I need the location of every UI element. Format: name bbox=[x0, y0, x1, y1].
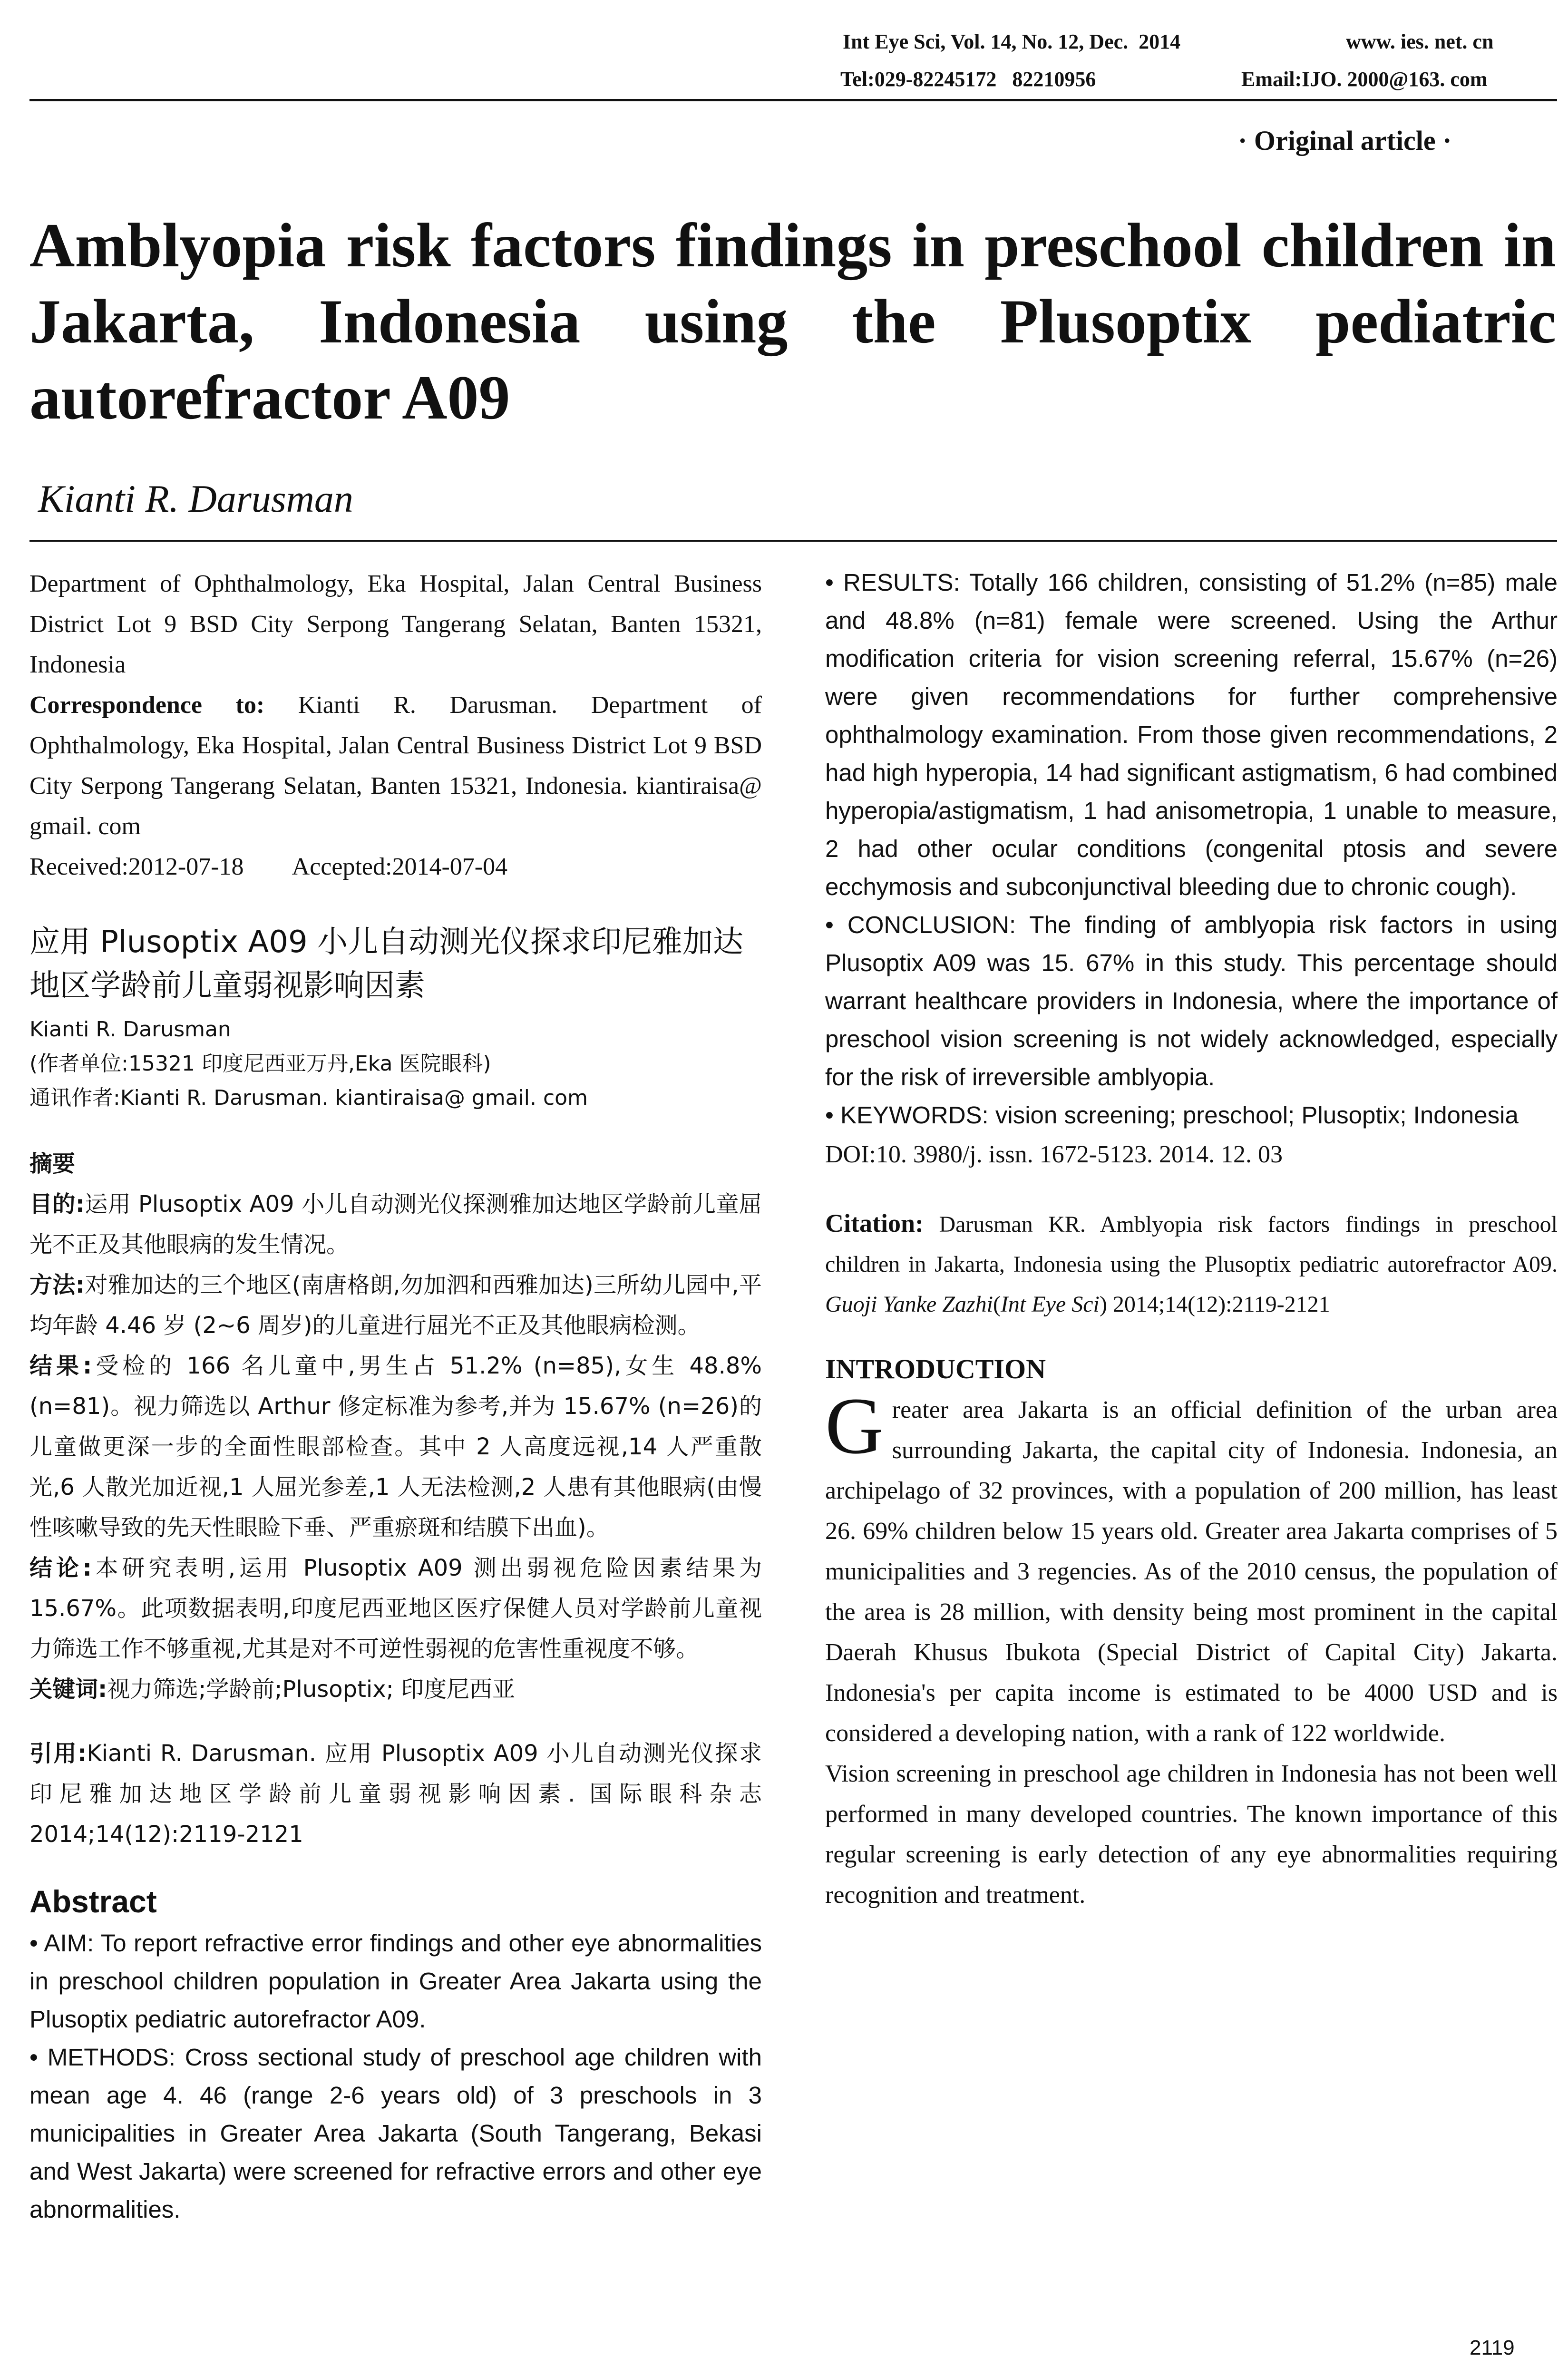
abstract-heading: Abstract bbox=[29, 1884, 157, 1919]
page-number: 2119 bbox=[1470, 2336, 1515, 2359]
cn-citation-label: 引用: bbox=[29, 1740, 87, 1767]
citation bbox=[825, 1203, 1558, 1325]
cn-correspondence: 通讯作者:Kianti R. Darusman. kiantiraisa@ gmail. com bbox=[29, 1086, 588, 1110]
journal-line: Int Eye Sci, Vol. 14, No. 12, Dec. 2014 bbox=[843, 30, 1181, 53]
left-column bbox=[29, 564, 762, 2229]
abstract-aim: • AIM: To report refractive error findings and other eye abnormalities in preschool children population in Greater Area Jakarta using the Plusoptix pediatric autorefractor A09. bbox=[29, 1929, 762, 2033]
citation-paren: ( bbox=[993, 1292, 1001, 1317]
abstract-conclusion: • CONCLUSION: The finding of amblyopia risk factors in using Plusoptix A09 was 15. 67% in this study. This percentage should warrant healthcare providers in Indonesia, where the importance of preschool vision screening is not widely acknowledged, especially for the risk of irreversible amblyopia. bbox=[825, 911, 1558, 1091]
correspondence-text: Kianti R. Darusman. Department of Ophthalmology, Eka Hospital, Jalan Central Business District Lot 9 BSD City Serpong Tangerang Selatan, Banten 15321, Indonesia. kiantiraisa@ gmail. com bbox=[29, 692, 762, 840]
introduction-heading: INTRODUCTION bbox=[825, 1354, 1046, 1384]
cn-citation-text: Kianti R. Darusman. 应用 Plusoptix A09 小儿自动测光仪探求印尼雅加达地区学龄前儿童弱视影响因素. 国际眼科杂志 2014;14(12):2119-2121 bbox=[29, 1740, 762, 1848]
cn-abstract-heading: 摘要 bbox=[29, 1150, 76, 1177]
abstract-methods: • METHODS: Cross sectional study of preschool age children with mean age 4. 46 (range 2-6 years old) of 3 preschools in 3 municipalities in Greater Area Jakarta (South Tangerang, Bekasi and West Jakarta) were screened for refractive errors and other eye abnormalities. bbox=[29, 2044, 762, 2223]
journal-tel: Tel:029-82245172 82210956 bbox=[840, 68, 1096, 91]
cn-methods bbox=[29, 1265, 762, 1346]
correspondence-label: Correspondence to: bbox=[29, 692, 265, 719]
citation-text-b: ) 2014;14(12):2119-2121 bbox=[1099, 1292, 1330, 1317]
cn-author: Kianti R. Darusman bbox=[29, 1017, 231, 1042]
cn-conclusion bbox=[29, 1548, 762, 1669]
dropcap: G bbox=[825, 1381, 884, 1471]
abstract-results: • RESULTS: Totally 166 children, consisting of 51.2% (n=85) male and 48.8% (n=81) female were screened. Using the Arthur modification criteria for vision screening referral, 15.67% (n=26) were given recommendations for further comprehensive ophthalmology examination. From those given recommendations, 2 had high hyperopia, 14 had significant astigmatism, 6 had combined hyperopia/astigmatism, 1 had anisometropia, 1 unable to measure, 2 had other ocular conditions (congenital ptosis and severe ecchymosis and subconjunctival bleeding due to chronic cough). bbox=[825, 569, 1558, 900]
cn-keywords-text: 视力筛选;学龄前;Plusoptix; 印度尼西亚 bbox=[107, 1676, 516, 1703]
received-date: Received:2012-07-18 bbox=[29, 853, 244, 880]
author-name: Kianti R. Darusman bbox=[38, 477, 353, 520]
cn-citation bbox=[29, 1734, 762, 1855]
affiliation: Department of Ophthalmology, Eka Hospital, Jalan Central Business District Lot 9 BSD City Serpong Tangerang Selatan, Banten 15321, Indonesia bbox=[29, 570, 762, 678]
doi: DOI:10. 3980/j. issn. 1672-5123. 2014. 12. 03 bbox=[825, 1141, 1283, 1168]
journal-email: Email:IJO. 2000@163. com bbox=[1241, 68, 1488, 91]
abstract-keywords: • KEYWORDS: vision screening; preschool; Plusoptix; Indonesia bbox=[825, 1101, 1519, 1129]
cn-aim-label: 目的: bbox=[29, 1191, 85, 1218]
cn-title: 应用 Plusoptix A09 小儿自动测光仪探求印尼雅加达地区学龄前儿童弱视影响因素 bbox=[29, 925, 744, 1003]
correspondence bbox=[29, 685, 762, 847]
cn-keywords-label: 关键词: bbox=[29, 1676, 107, 1703]
citation-journal-en: Int Eye Sci bbox=[1000, 1292, 1100, 1317]
cn-results-text: 受检的 166 名儿童中,男生占 51.2% (n=85),女生 48.8% (n=81)。视力筛选以 Arthur 修定标准为参考,并为 15.67% (n=26)的儿童做更深一步的全面性眼部检查。其中 2 人高度远视,14 人严重散光,6 人散光加近视,1 人屈光参差,1 人无法检测,2 人患有其他眼病(由慢性咳嗽导致的先天性眼睑下垂、严重瘀斑和结膜下出血)。 bbox=[29, 1353, 762, 1541]
citation-journal: Guoji Yanke Zazhi bbox=[825, 1292, 993, 1317]
cn-results-label: 结果: bbox=[29, 1353, 92, 1379]
cn-conclusion-label: 结论: bbox=[29, 1555, 92, 1581]
header-rule bbox=[29, 99, 1557, 101]
introduction-para1 bbox=[825, 1381, 1558, 1754]
cn-results bbox=[29, 1346, 762, 1548]
citation-label: Citation: bbox=[825, 1209, 924, 1237]
right-column bbox=[825, 564, 1558, 1915]
dates-line bbox=[29, 847, 762, 887]
cn-methods-text: 对雅加达的三个地区(南唐格朗,勿加泗和西雅加达)三所幼儿园中,平均年龄 4.46 岁 (2~6 周岁)的儿童进行屈光不正及其他眼病检测。 bbox=[29, 1272, 762, 1339]
cn-aim-text: 运用 Plusoptix A09 小儿自动测光仪探测雅加达地区学龄前儿童屈光不正及其他眼病的发生情况。 bbox=[29, 1191, 762, 1258]
introduction-para1-text: reater area Jakarta is an official definition of the urban area surrounding Jakarta, the capital city of Indonesia. Indonesia, an archipelago of 32 provinces, with a population of 200 million, has least 26. 69% children below 15 years old. Greater area Jakarta comprises of 5 municipalities and 3 regencies. As of the 2010 census, the population of the area is 28 million, with density being most prominent in the capital Daerah Khusus Ibukota (Special District of Capital City) Jakarta. Indonesia's per capita income is estimated to be 4000 USD and is considered a developing nation, with a rank of 122 worldwide. bbox=[825, 1396, 1558, 1747]
cn-conclusion-text: 本研究表明,运用 Plusoptix A09 测出弱视危险因素结果为 15.67%。此项数据表明,印度尼西亚地区医疗保健人员对学龄前儿童视力筛选工作不够重视,尤其是对不可逆性弱视的危害性重视度不够。 bbox=[29, 1555, 762, 1662]
introduction-para2: Vision screening in preschool age children in Indonesia has not been well performed in many developed countries. The known importance of this regular screening is early detection of any eye abnormalities requiring recognition and treatment. bbox=[825, 1760, 1558, 1909]
cn-keywords bbox=[29, 1669, 762, 1710]
cn-aim bbox=[29, 1184, 762, 1265]
article-title: Amblyopia risk factors findings in preschool children in Jakarta, Indonesia using the Plusoptix pediatric autorefractor A09 bbox=[29, 210, 1556, 432]
author-rule bbox=[29, 540, 1557, 542]
cn-affiliation: (作者单位:15321 印度尼西亚万丹,Eka 医院眼科) bbox=[29, 1052, 491, 1076]
cn-methods-label: 方法: bbox=[29, 1272, 85, 1298]
journal-website: www. ies. net. cn bbox=[1346, 30, 1494, 53]
citation-text-a: Darusman KR. Amblyopia risk factors findings in preschool children in Jakarta, Indonesia using the Plusoptix pediatric autorefractor A09. bbox=[825, 1212, 1558, 1277]
accepted-date: Accepted:2014-07-04 bbox=[292, 853, 508, 880]
article-type: · Original article · bbox=[1238, 125, 1452, 156]
